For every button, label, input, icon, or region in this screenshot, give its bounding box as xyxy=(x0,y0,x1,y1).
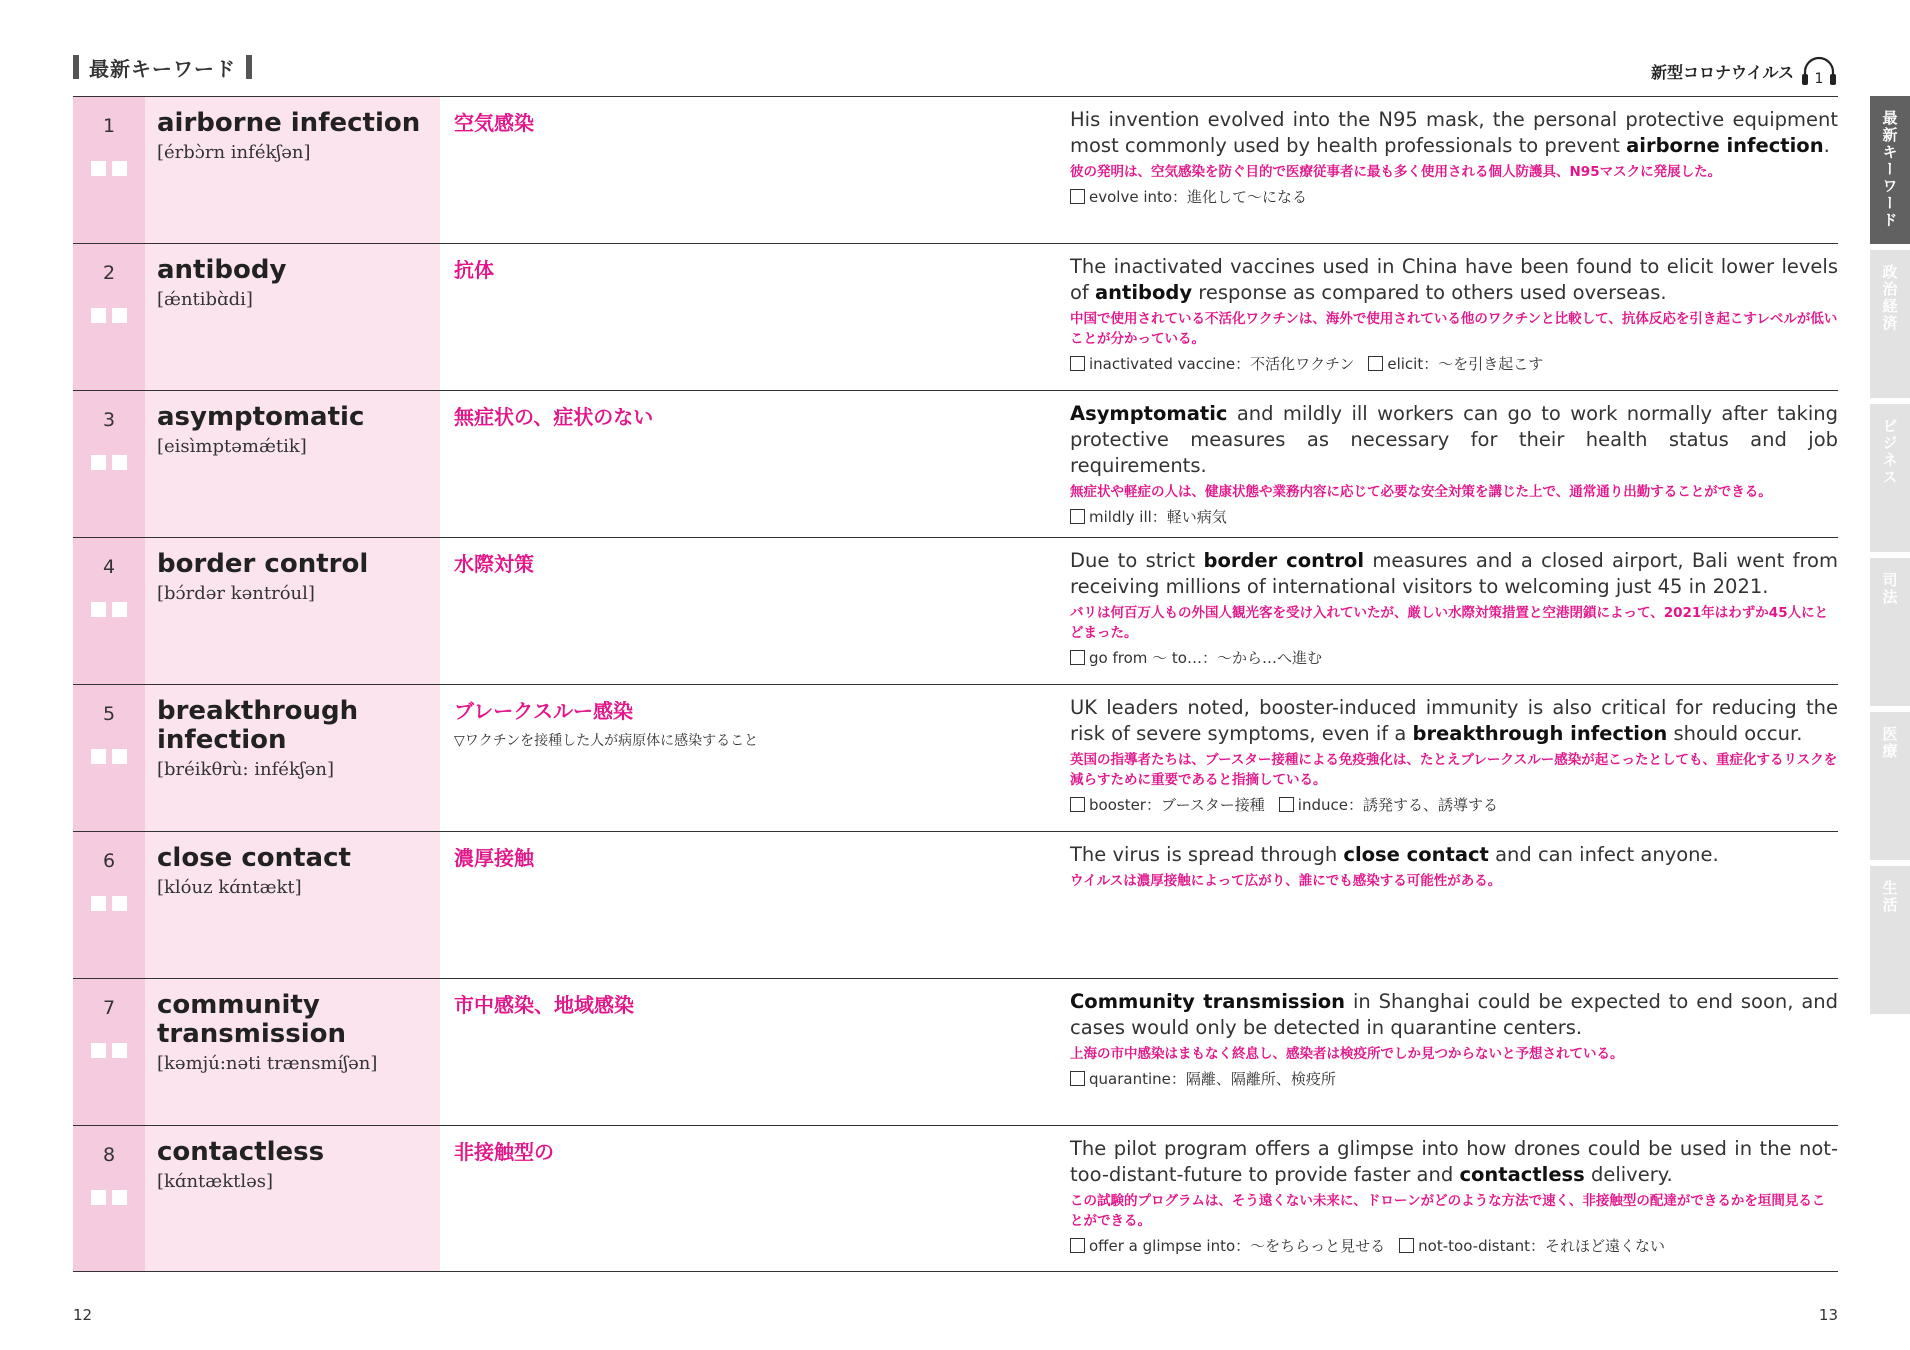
example-sentence: The inactivated vaccines used in China have been found to elicit lower levels of antibody response as compared to others used overseas. xyxy=(1070,255,1838,304)
vocab-item xyxy=(1070,506,1227,527)
keyword-table xyxy=(73,96,1838,1272)
section-header xyxy=(73,50,252,84)
review-checkbox[interactable] xyxy=(112,1190,127,1205)
example-translation: 上海の市中感染はまもなく終息し、感染者は検疫所でしか見つからないと予想されている。 xyxy=(1070,1046,1624,1062)
vocab-item xyxy=(1279,794,1498,815)
vocab-list xyxy=(1070,647,1838,668)
side-tab-label: 最新キーワード xyxy=(1880,110,1899,229)
number-column xyxy=(73,979,145,1125)
example-column xyxy=(1070,685,1838,831)
example-column xyxy=(1070,538,1838,684)
word-column xyxy=(145,244,440,390)
vocab-item xyxy=(1070,186,1307,207)
vocab-text: quarantine：隔離、隔離所、検疫所 xyxy=(1089,1070,1336,1088)
number-column xyxy=(73,832,145,978)
vocab-checkbox[interactable] xyxy=(1070,189,1085,204)
entry-number: 2 xyxy=(102,262,116,284)
vocab-text: evolve into：進化して〜になる xyxy=(1089,188,1308,206)
headphones-icon[interactable] xyxy=(1800,54,1838,88)
pronunciation: [kɑ́ntæktləs] xyxy=(157,1171,274,1192)
japanese-meaning: 非接触型の xyxy=(454,1140,554,1164)
keyword: airborne infection xyxy=(157,108,421,138)
vocab-item xyxy=(1399,1235,1665,1256)
keyword-row xyxy=(73,1125,1838,1272)
review-checkbox[interactable] xyxy=(91,455,106,470)
number-column xyxy=(73,685,145,831)
example-translation: 無症状や軽症の人は、健康状態や業務内容に応じて必要な安全対策を講じた上で、通常通り出勤することができる。 xyxy=(1070,484,1772,500)
pronunciation: [kəmjú:nəti trænsmíʃən] xyxy=(157,1053,378,1074)
vocab-text: booster：ブースター接種 xyxy=(1089,796,1265,814)
vocab-list xyxy=(1070,353,1838,374)
review-checkbox[interactable] xyxy=(112,308,127,323)
vocab-checkbox[interactable] xyxy=(1070,650,1085,665)
japanese-meaning: 空気感染 xyxy=(454,111,534,135)
side-tab-label: 政治経済 xyxy=(1880,264,1899,332)
word-column xyxy=(145,832,440,978)
japanese-meaning: 市中感染、地域感染 xyxy=(454,993,634,1017)
word-column xyxy=(145,97,440,243)
keyword: antibody xyxy=(157,255,287,285)
meaning-column xyxy=(440,244,1070,390)
review-checkbox[interactable] xyxy=(91,1190,106,1205)
side-tab[interactable] xyxy=(1870,866,1910,1014)
review-checkbox[interactable] xyxy=(112,455,127,470)
vocab-checkbox[interactable] xyxy=(1070,1238,1085,1253)
vocab-checkbox[interactable] xyxy=(1070,356,1085,371)
vocab-text: inactivated vaccine：不活化ワクチン xyxy=(1089,355,1355,373)
vocab-checkbox[interactable] xyxy=(1070,797,1085,812)
review-checkbox[interactable] xyxy=(112,1043,127,1058)
topic-label-group xyxy=(1651,54,1838,88)
review-checkbox[interactable] xyxy=(91,308,106,323)
meaning-column xyxy=(440,832,1070,978)
japanese-meaning: 無症状の、症状のない xyxy=(454,405,654,429)
example-translation: ウイルスは濃厚接触によって広がり、誰にでも感染する可能性がある。 xyxy=(1070,873,1502,889)
svg-text:1: 1 xyxy=(1814,71,1824,87)
keyword-row xyxy=(73,390,1838,537)
example-translation: 彼の発明は、空気感染を防ぐ目的で医療従事者に最も多く使用される個人防護具、N95マスクに発展した。 xyxy=(1070,164,1722,180)
vocab-list xyxy=(1070,1068,1838,1089)
word-column xyxy=(145,1126,440,1271)
pronunciation: [klóuz kɑ́ntækt] xyxy=(157,877,302,898)
vocab-text: go from 〜 to…：〜から…へ進む xyxy=(1089,649,1322,667)
vocab-item xyxy=(1070,1235,1385,1256)
header-bar-right xyxy=(246,55,252,79)
side-tab[interactable] xyxy=(1870,404,1910,552)
vocab-checkbox[interactable] xyxy=(1399,1238,1414,1253)
vocab-checkbox[interactable] xyxy=(1070,509,1085,524)
pronunciation: [ǽntibɑ̀di] xyxy=(157,289,253,310)
example-column xyxy=(1070,244,1838,390)
keyword: breakthrough infection xyxy=(157,696,359,755)
keyword-row xyxy=(73,978,1838,1125)
review-checkboxes xyxy=(91,455,127,470)
example-column xyxy=(1070,979,1838,1125)
number-column xyxy=(73,244,145,390)
vocab-text: offer a glimpse into：〜をちらっと見せる xyxy=(1089,1237,1386,1255)
vocab-checkbox[interactable] xyxy=(1368,356,1383,371)
meaning-note: ▽ワクチンを接種した人が病原体に感染すること xyxy=(454,733,759,749)
keyword: community transmission xyxy=(157,990,347,1049)
vocab-text: mildly ill：軽い病気 xyxy=(1089,508,1227,526)
vocab-list xyxy=(1070,186,1838,207)
review-checkboxes xyxy=(91,161,127,176)
word-column xyxy=(145,685,440,831)
word-column xyxy=(145,979,440,1125)
japanese-meaning: 抗体 xyxy=(454,258,494,282)
example-column xyxy=(1070,391,1838,537)
vocab-item xyxy=(1368,353,1543,374)
number-column xyxy=(73,538,145,684)
vocab-text: not-too-distant：それほど遠くない xyxy=(1418,1237,1666,1255)
number-column xyxy=(73,391,145,537)
example-sentence: His invention evolved into the N95 mask, the personal protective equipment most commonly used by health professionals to prevent airborne infection. xyxy=(1070,108,1838,157)
japanese-meaning: 濃厚接触 xyxy=(454,846,534,870)
meaning-column xyxy=(440,97,1070,243)
example-sentence: Due to strict border control measures and a closed airport, Bali went from receiving millions of international visitors to welcoming just 45 in 2021. xyxy=(1070,549,1838,598)
pronunciation: [bréikθrù: infékʃən] xyxy=(157,759,335,780)
vocab-checkbox[interactable] xyxy=(1070,1071,1085,1086)
side-tab[interactable] xyxy=(1870,250,1910,398)
example-column xyxy=(1070,97,1838,243)
meaning-column xyxy=(440,1126,1070,1271)
entry-number: 6 xyxy=(102,850,116,872)
example-translation: この試験的プログラムは、そう遠くない未来に、ドローンがどのような方法で速く、非接触型の配達ができるかを垣間見ることができる。 xyxy=(1070,1193,1826,1229)
number-column xyxy=(73,97,145,243)
example-column xyxy=(1070,1126,1838,1271)
pronunciation: [eisìmptəmǽtik] xyxy=(157,436,307,457)
entry-number: 7 xyxy=(102,997,116,1019)
keyword-row xyxy=(73,684,1838,831)
review-checkbox[interactable] xyxy=(112,161,127,176)
side-tab-label: 生活 xyxy=(1880,880,1899,914)
review-checkbox[interactable] xyxy=(91,1043,106,1058)
example-sentence: The pilot program offers a glimpse into how drones could be used in the not-too-distant-future to provide faster and contactless delivery. xyxy=(1070,1137,1838,1186)
entry-number: 5 xyxy=(102,703,116,725)
vocab-item xyxy=(1070,353,1354,374)
meaning-column xyxy=(440,979,1070,1125)
page-number-left: 12 xyxy=(73,1306,93,1324)
keyword: close contact xyxy=(157,843,351,873)
page-number-right: 13 xyxy=(1818,1306,1838,1324)
meaning-column xyxy=(440,538,1070,684)
vocab-list xyxy=(1070,794,1838,815)
entry-number: 1 xyxy=(102,115,116,137)
review-checkbox[interactable] xyxy=(91,749,106,764)
side-tab[interactable] xyxy=(1870,96,1910,244)
keyword-row xyxy=(73,537,1838,684)
review-checkboxes xyxy=(91,1190,127,1205)
review-checkbox[interactable] xyxy=(91,161,106,176)
example-sentence: UK leaders noted, booster-induced immunity is also critical for reducing the risk of severe symptoms, even if a breakthrough infection should occur. xyxy=(1070,696,1838,745)
example-sentence: Asymptomatic and mildly ill workers can go to work normally after taking protective measures as necessary for their health status and job requirements. xyxy=(1070,402,1838,477)
japanese-meaning: 水際対策 xyxy=(454,552,534,576)
keyword-row xyxy=(73,243,1838,390)
vocab-item xyxy=(1070,794,1265,815)
entry-number: 3 xyxy=(102,409,116,431)
japanese-meaning: ブレークスルー感染 xyxy=(454,699,633,723)
side-tab-label: 医療 xyxy=(1880,726,1899,760)
review-checkbox[interactable] xyxy=(112,749,127,764)
entry-number: 4 xyxy=(102,556,116,578)
review-checkboxes xyxy=(91,1043,127,1058)
review-checkbox[interactable] xyxy=(112,896,127,911)
side-tab[interactable] xyxy=(1870,712,1910,860)
review-checkbox[interactable] xyxy=(112,602,127,617)
review-checkboxes xyxy=(91,602,127,617)
word-column xyxy=(145,538,440,684)
side-tab-label: 司法 xyxy=(1880,572,1899,606)
pronunciation: [érbɔ̀rn infékʃən] xyxy=(157,142,311,163)
vocab-text: elicit：〜を引き起こす xyxy=(1387,355,1544,373)
example-column xyxy=(1070,832,1838,978)
example-sentence: Community transmission in Shanghai could be expected to end soon, and cases would only be detected in quarantine centers. xyxy=(1070,990,1839,1039)
topic-label: 新型コロナウイルス xyxy=(1650,62,1794,82)
review-checkbox[interactable] xyxy=(91,896,106,911)
vocab-list xyxy=(1070,1235,1838,1256)
entry-number: 8 xyxy=(102,1144,116,1166)
keyword: asymptomatic xyxy=(157,402,365,432)
example-translation: 中国で使用されている不活化ワクチンは、海外で使用されている他のワクチンと比較して、抗体反応を引き起こすレベルが低いことが分かっている。 xyxy=(1070,311,1838,347)
vocab-text: induce：誘発する、誘導する xyxy=(1297,796,1498,814)
review-checkbox[interactable] xyxy=(91,602,106,617)
word-column xyxy=(145,391,440,537)
side-tab[interactable] xyxy=(1870,558,1910,706)
keyword-row xyxy=(73,831,1838,978)
review-checkboxes xyxy=(91,749,127,764)
side-tab-bar xyxy=(1870,96,1910,1020)
review-checkboxes xyxy=(91,896,127,911)
number-column xyxy=(73,1126,145,1271)
section-title: 最新キーワード xyxy=(89,56,236,81)
header-bar-left xyxy=(73,55,79,79)
example-translation: 英国の指導者たちは、ブースター接種による免疫強化は、たとえブレークスルー感染が起こったとしても、重症化するリスクを減らすために重要であると指摘している。 xyxy=(1070,752,1838,788)
vocab-list xyxy=(1070,506,1838,527)
example-translation: バリは何百万人もの外国人観光客を受け入れていたが、厳しい水際対策措置と空港閉鎖によって、2021年はわずか45人にとどまった。 xyxy=(1070,605,1829,641)
side-tab-label: ビジネス xyxy=(1880,418,1899,486)
keyword-row xyxy=(73,96,1838,243)
meaning-column xyxy=(440,685,1070,831)
vocab-checkbox[interactable] xyxy=(1279,797,1294,812)
pronunciation: [bɔ́rdər kəntróul] xyxy=(157,583,315,604)
example-sentence: The virus is spread through close contact and can infect anyone. xyxy=(1070,843,1719,866)
vocab-item xyxy=(1070,1068,1336,1089)
vocab-item xyxy=(1070,647,1322,668)
meaning-column xyxy=(440,391,1070,537)
keyword: border control xyxy=(157,549,369,579)
keyword: contactless xyxy=(157,1137,325,1167)
review-checkboxes xyxy=(91,308,127,323)
